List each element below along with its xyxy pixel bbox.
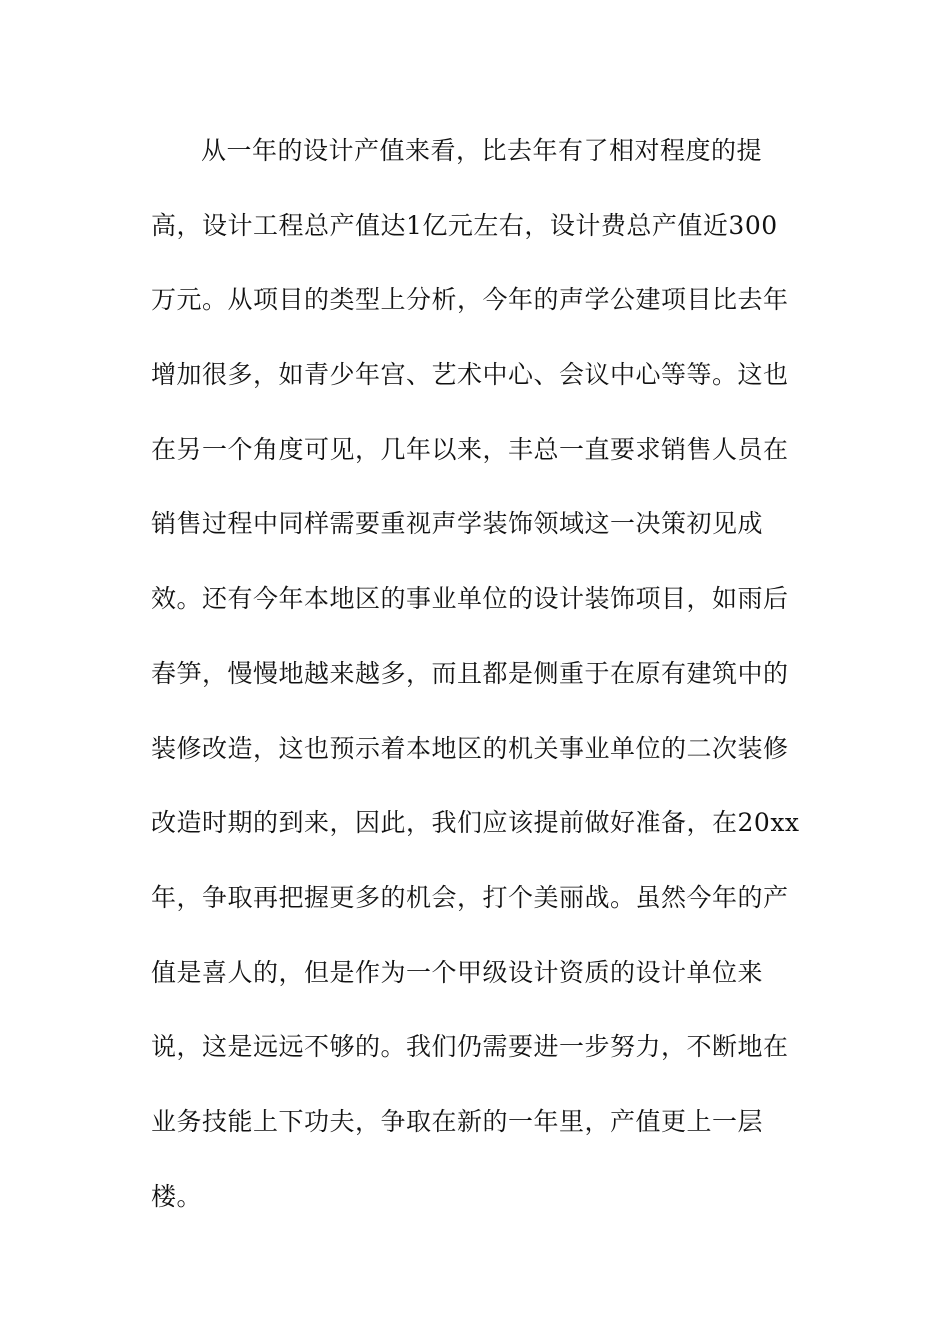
paragraph-line: 增加很多，如青少年宫、艺术中心、会议中心等等。这也 xyxy=(151,360,789,390)
paragraph-line: 效。还有今年本地区的事业单位的设计装饰项目，如雨后 xyxy=(151,584,789,614)
paragraph-line: 装修改造，这也预示着本地区的机关事业单位的二次装修 xyxy=(151,733,789,763)
paragraph-line: 高，设计工程总产值达1亿元左右，设计费总产值近300 xyxy=(151,210,778,240)
paragraph-line: 楼。 xyxy=(151,1181,203,1211)
paragraph-line: 年，争取再把握更多的机会，打个美丽战。虽然今年的产 xyxy=(151,882,789,912)
paragraph-line: 值是喜人的，但是作为一个甲级设计资质的设计单位来 xyxy=(151,957,764,987)
paragraph-line: 销售过程中同样需要重视声学装饰领域这一决策初见成 xyxy=(151,509,764,539)
paragraph-line: 春笋，慢慢地越来越多，而且都是侧重于在原有建筑中的 xyxy=(151,658,789,688)
body-paragraph xyxy=(151,129,811,1249)
paragraph-line: 在另一个角度可见，几年以来，丰总一直要求销售人员在 xyxy=(151,434,789,464)
paragraph-line: 从一年的设计产值来看，比去年有了相对程度的提 xyxy=(201,136,763,165)
paragraph-line: 万元。从项目的类型上分析，今年的声学公建项目比去年 xyxy=(151,285,789,315)
paragraph-line: 说，这是远远不够的。我们仍需要进一步努力，不断地在 xyxy=(151,1032,789,1062)
paragraph-line: 业务技能上下功夫，争取在新的一年里，产值更上一层 xyxy=(151,1106,764,1136)
paragraph-line: 改造时期的到来，因此，我们应该提前做好准备，在20xx xyxy=(151,808,800,838)
